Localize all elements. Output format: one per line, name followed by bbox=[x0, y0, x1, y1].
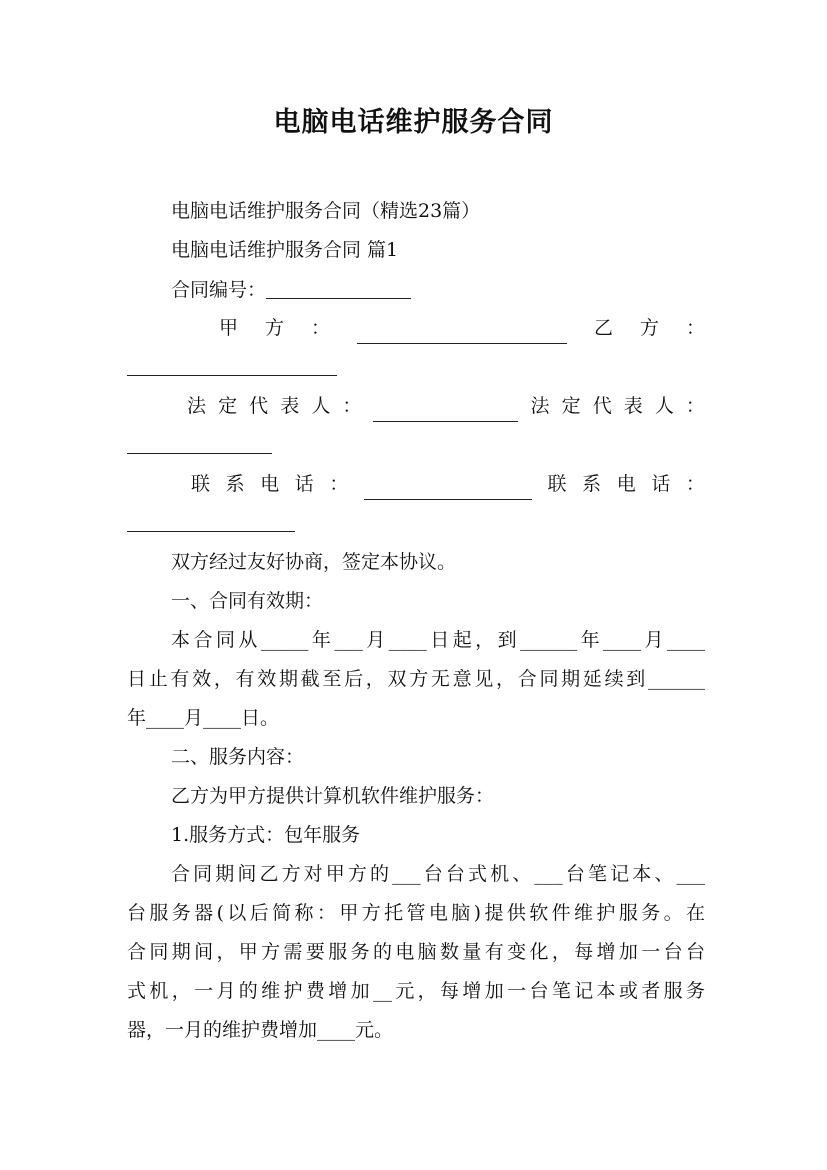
tel-b-blank-line bbox=[127, 510, 705, 536]
validity-line-2: 日止有效，有效期截至后，双方无意见，合同期延续到______ bbox=[127, 668, 705, 690]
telephone-line bbox=[127, 471, 705, 497]
validity-line-1: 本合同从_____年___月____日起，到______年____月____ bbox=[171, 629, 705, 651]
tel-b-blank bbox=[127, 513, 295, 532]
rep-b-char-4: 表 bbox=[623, 395, 643, 417]
section-2-heading: 二、服务内容： bbox=[171, 746, 305, 768]
tel-b-char-2: 系 bbox=[582, 473, 602, 495]
rep-b-blank bbox=[127, 435, 272, 454]
party-a-char-2: 方 bbox=[265, 317, 285, 339]
contract-number-blank bbox=[266, 280, 411, 299]
party-line bbox=[127, 315, 705, 341]
service-intro-line: 乙方为甲方提供计算机软件维护服务： bbox=[171, 785, 495, 807]
rep-a-blank bbox=[373, 403, 518, 422]
party-a-blank bbox=[357, 325, 567, 344]
tel-a-char-2: 系 bbox=[225, 473, 245, 495]
party-b-colon: ： bbox=[685, 317, 705, 339]
tel-b-char-4: 话 bbox=[651, 473, 671, 495]
tel-b-colon: ： bbox=[685, 473, 705, 495]
service-detail-line-2: 台服务器(以后简称：甲方托管电脑)提供软件维护服务。在 bbox=[127, 902, 705, 924]
tel-a-blank bbox=[364, 481, 532, 500]
tel-a-char-1: 联 bbox=[191, 473, 211, 495]
party-a-char-1: 甲 bbox=[219, 317, 239, 339]
agreement-line: 双方经过友好协商，签定本协议。 bbox=[171, 551, 457, 573]
rep-b-char-5: 人 bbox=[654, 395, 674, 417]
section-1-heading: 一、合同有效期： bbox=[171, 590, 324, 612]
rep-b-colon: ： bbox=[685, 395, 705, 417]
tel-a-char-4: 话 bbox=[294, 473, 314, 495]
contract-number-label: 合同编号： bbox=[171, 279, 267, 301]
representative-line bbox=[127, 393, 705, 419]
service-detail-line-5: 器，一月的维护费增加____元。 bbox=[127, 1019, 394, 1041]
party-b-blank bbox=[127, 357, 337, 376]
rep-a-char-3: 代 bbox=[249, 395, 269, 417]
party-b-char-1: 乙 bbox=[593, 317, 613, 339]
rep-b-blank-line bbox=[127, 432, 705, 458]
rep-a-char-5: 人 bbox=[311, 395, 331, 417]
party-b-char-2: 方 bbox=[639, 317, 659, 339]
rep-a-char-1: 法 bbox=[187, 395, 207, 417]
service-detail-line-1: 合同期间乙方对甲方的___台台式机、___台笔记本、___ bbox=[171, 863, 705, 885]
contract-number-line bbox=[127, 277, 749, 303]
section-heading: 电脑电话维护服务合同 篇1 bbox=[171, 239, 399, 261]
rep-a-char-2: 定 bbox=[218, 395, 238, 417]
service-detail-line-4: 式机，一月的维护费增加__元，每增加一台笔记本或者服务 bbox=[127, 980, 705, 1002]
tel-b-char-3: 电 bbox=[616, 473, 636, 495]
rep-b-char-1: 法 bbox=[530, 395, 550, 417]
document-title: 电脑电话维护服务合同 bbox=[273, 107, 554, 138]
rep-b-char-2: 定 bbox=[561, 395, 581, 417]
service-detail-line-3: 合同期间，甲方需要服务的电脑数量有变化，每增加一台台 bbox=[127, 941, 705, 963]
rep-a-colon: ： bbox=[342, 395, 362, 417]
service-method-line: 1.服务方式：包年服务 bbox=[171, 824, 361, 846]
validity-line-3: 年____月____日。 bbox=[127, 707, 280, 729]
rep-b-char-3: 代 bbox=[592, 395, 612, 417]
party-b-blank-line bbox=[127, 354, 705, 380]
party-a-colon: ： bbox=[311, 317, 331, 339]
tel-a-char-3: 电 bbox=[260, 473, 280, 495]
tel-a-colon: ： bbox=[329, 473, 349, 495]
subtitle-line: 电脑电话维护服务合同（精选23篇） bbox=[171, 200, 481, 222]
rep-a-char-4: 表 bbox=[280, 395, 300, 417]
tel-b-char-1: 联 bbox=[547, 473, 567, 495]
